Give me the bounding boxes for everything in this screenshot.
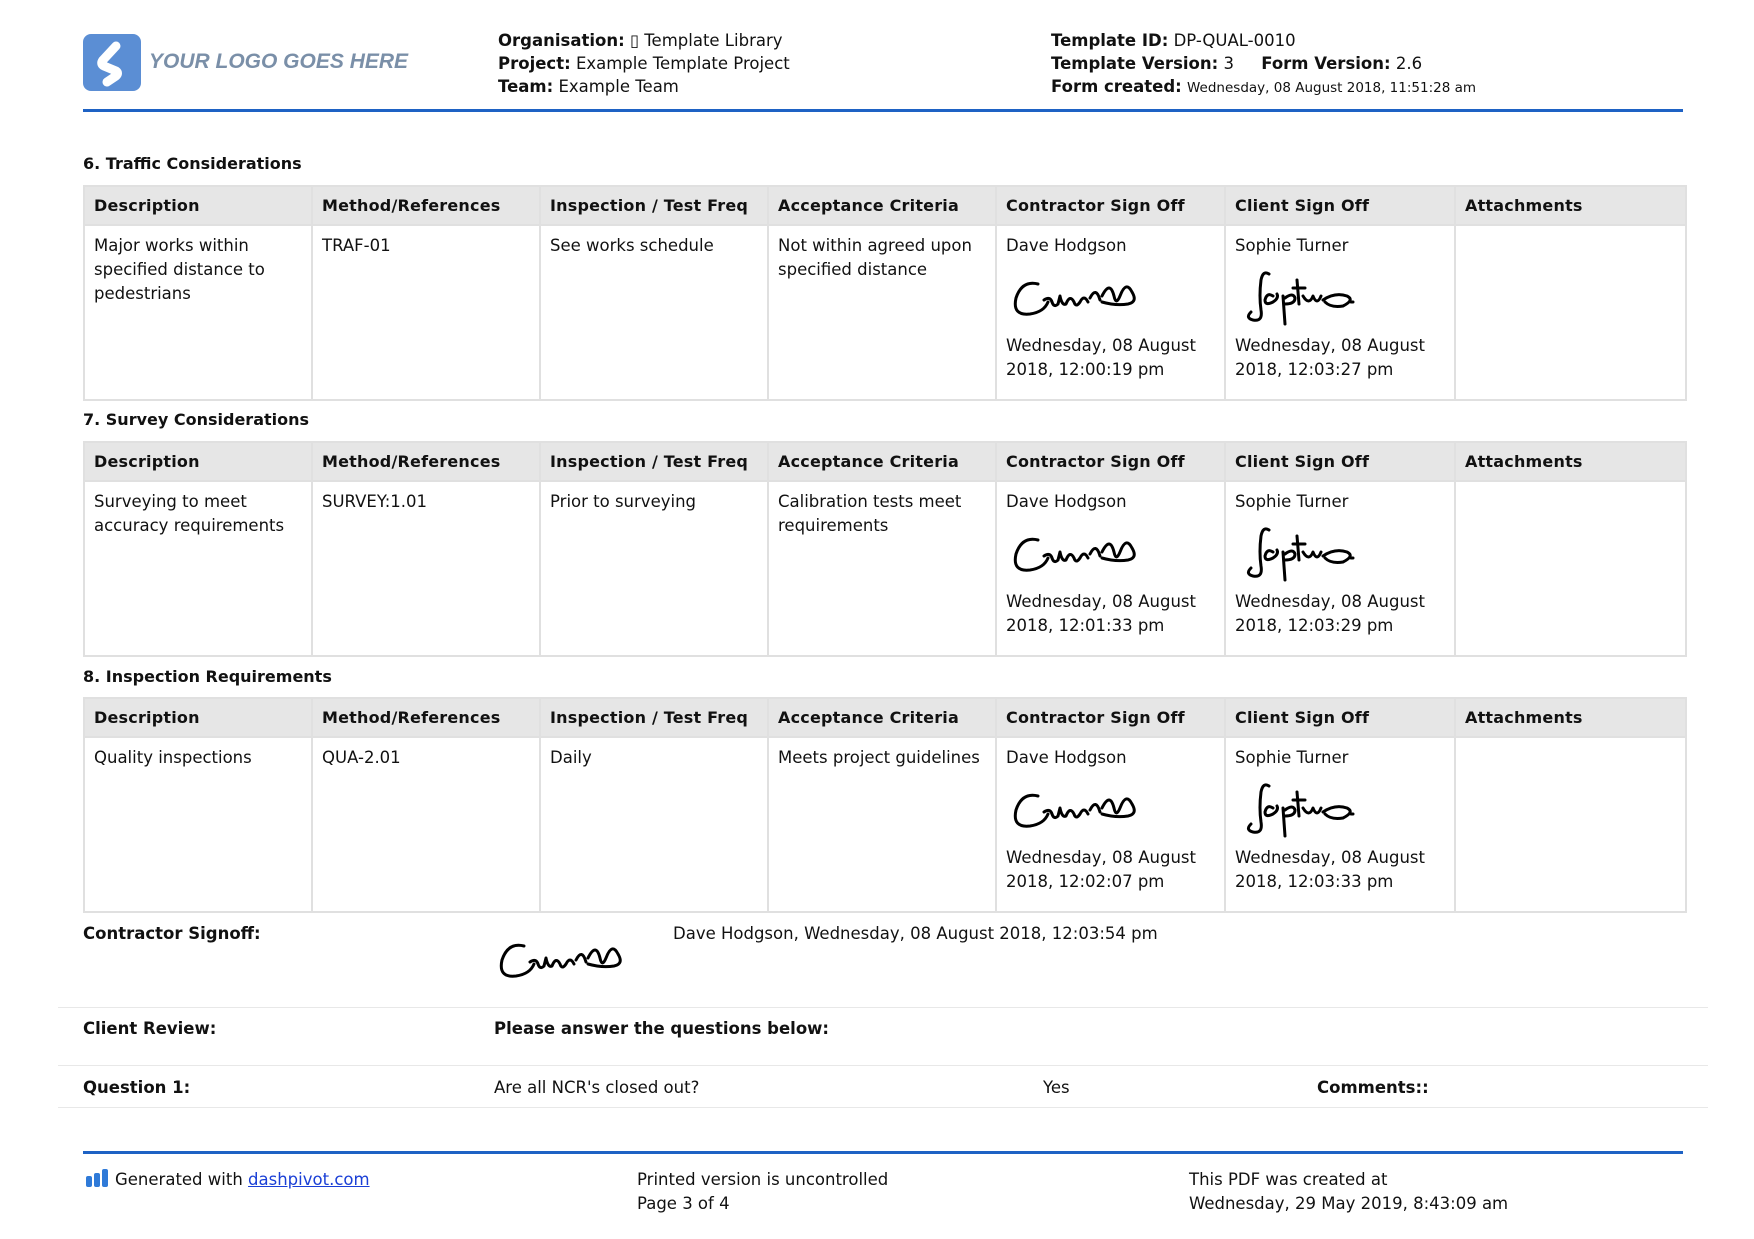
row-divider: [58, 1107, 1708, 1108]
contractor-signoff-value: Dave Hodgson, Wednesday, 08 August 2018, 12:03:54 pm: [673, 924, 1158, 943]
generated-prefix: Generated with: [115, 1170, 243, 1189]
client-signature: [1239, 522, 1379, 582]
template-version-value: 3: [1223, 54, 1234, 73]
footer-generated: [85, 1168, 370, 1195]
attachments-cell: [1455, 225, 1686, 400]
column-header: Acceptance Criteria: [768, 442, 996, 481]
contractor-signature: [1010, 522, 1150, 582]
form-created-label: Form created:: [1051, 77, 1182, 96]
contractor-signoff-signature: [496, 928, 636, 992]
template-version-label: Template Version:: [1051, 54, 1219, 73]
freq-cell: See works schedule: [540, 225, 768, 400]
inspection-table: [83, 697, 1687, 913]
column-header: Contractor Sign Off: [996, 442, 1225, 481]
column-header: Contractor Sign Off: [996, 186, 1225, 225]
contractor-signoff-date: Wednesday, 08 August 2018, 12:01:33 pm: [1006, 592, 1196, 635]
client-signoff-date: Wednesday, 08 August 2018, 12:03:33 pm: [1235, 848, 1425, 891]
attachments-cell: [1455, 737, 1686, 912]
table-row: [84, 225, 1686, 400]
section-title: 7. Survey Considerations: [83, 410, 310, 429]
criteria-cell: Not within agreed upon specified distance: [768, 225, 996, 400]
contractor-name: Dave Hodgson: [1006, 748, 1127, 767]
description-cell: Major works within specified distance to pedestrians: [84, 225, 312, 400]
logo-icon: [83, 34, 141, 91]
uncontrolled-note: Printed version is uncontrolled: [637, 1170, 889, 1189]
header-template-block: [1051, 29, 1476, 100]
method-cell: SURVEY:1.01: [312, 481, 540, 656]
form-version-value: 2.6: [1395, 54, 1423, 73]
column-header: Description: [84, 698, 312, 737]
question-1-text: Are all NCR's closed out?: [494, 1078, 700, 1097]
column-header: Attachments: [1455, 442, 1686, 481]
pdf-created-value: Wednesday, 29 May 2019, 8:43:09 am: [1189, 1194, 1509, 1213]
freq-cell: Daily: [540, 737, 768, 912]
column-header: Method/References: [312, 698, 540, 737]
question-1-answer: Yes: [1043, 1078, 1070, 1097]
criteria-cell: Meets project guidelines: [768, 737, 996, 912]
client-signoff-date: Wednesday, 08 August 2018, 12:03:29 pm: [1235, 592, 1425, 635]
description-cell: Quality inspections: [84, 737, 312, 912]
organisation-value: ▯ Template Library: [629, 31, 783, 50]
column-header: Client Sign Off: [1225, 186, 1455, 225]
attachments-cell: [1455, 481, 1686, 656]
contractor-signature: [1010, 778, 1150, 838]
dashpivot-icon: [85, 1168, 109, 1195]
project-label: Project:: [498, 54, 571, 73]
client-signoff-cell: [1225, 225, 1455, 400]
logo-text: YOUR LOGO GOES HERE: [149, 50, 409, 73]
client-name: Sophie Turner: [1235, 748, 1349, 767]
pdf-created-label: This PDF was created at: [1189, 1170, 1388, 1189]
method-cell: TRAF-01: [312, 225, 540, 400]
section-title: 8. Inspection Requirements: [83, 667, 332, 686]
form-created-value: Wednesday, 08 August 2018, 11:51:28 am: [1187, 80, 1477, 96]
client-review-prompt: Please answer the questions below:: [494, 1019, 830, 1038]
table-row: [84, 481, 1686, 656]
client-signature: [1239, 778, 1379, 838]
section-title: 6. Traffic Considerations: [83, 154, 302, 173]
contractor-signature: [1010, 266, 1150, 326]
method-cell: QUA-2.01: [312, 737, 540, 912]
contractor-signoff-date: Wednesday, 08 August 2018, 12:02:07 pm: [1006, 848, 1196, 891]
client-signoff-cell: [1225, 737, 1455, 912]
template-id-label: Template ID:: [1051, 31, 1169, 50]
column-header: Description: [84, 186, 312, 225]
contractor-signoff-cell: [996, 481, 1225, 656]
description-cell: Surveying to meet accuracy requirements: [84, 481, 312, 656]
client-signoff-cell: [1225, 481, 1455, 656]
client-signature: [1239, 266, 1379, 326]
column-header: Client Sign Off: [1225, 698, 1455, 737]
row-divider: [58, 1007, 1708, 1008]
page-number: Page 3 of 4: [637, 1194, 730, 1213]
column-header: Inspection / Test Freq: [540, 442, 768, 481]
column-header: Attachments: [1455, 698, 1686, 737]
contractor-name: Dave Hodgson: [1006, 492, 1127, 511]
column-header: Method/References: [312, 186, 540, 225]
freq-cell: Prior to surveying: [540, 481, 768, 656]
footer-right: [1189, 1168, 1508, 1216]
question-1-label: Question 1:: [83, 1078, 191, 1097]
row-divider: [58, 1065, 1708, 1066]
column-header: Inspection / Test Freq: [540, 698, 768, 737]
project-value: Example Template Project: [575, 54, 790, 73]
column-header: Contractor Sign Off: [996, 698, 1225, 737]
column-header: Description: [84, 442, 312, 481]
column-header: Inspection / Test Freq: [540, 186, 768, 225]
column-header: Acceptance Criteria: [768, 186, 996, 225]
dashpivot-link[interactable]: dashpivot.com: [248, 1170, 370, 1189]
footer-center: [637, 1168, 888, 1216]
contractor-signoff-cell: [996, 737, 1225, 912]
footer-divider: [83, 1151, 1683, 1154]
signature-dave-final: [496, 928, 636, 988]
inspection-table: [83, 185, 1687, 401]
team-label: Team:: [498, 77, 554, 96]
column-header: Method/References: [312, 442, 540, 481]
contractor-signoff-cell: [996, 225, 1225, 400]
client-name: Sophie Turner: [1235, 236, 1349, 255]
column-header: Attachments: [1455, 186, 1686, 225]
table-row: [84, 737, 1686, 912]
client-review-label: Client Review:: [83, 1019, 217, 1038]
organisation-label: Organisation:: [498, 31, 625, 50]
template-id-value: DP-QUAL-0010: [1173, 31, 1296, 50]
contractor-signoff-label: Contractor Signoff:: [83, 924, 261, 943]
team-value: Example Team: [558, 77, 679, 96]
contractor-signoff-date: Wednesday, 08 August 2018, 12:00:19 pm: [1006, 336, 1196, 379]
question-1-comments-label: Comments::: [1317, 1078, 1429, 1097]
criteria-cell: Calibration tests meet requirements: [768, 481, 996, 656]
client-name: Sophie Turner: [1235, 492, 1349, 511]
form-version-label: Form Version:: [1261, 54, 1391, 73]
inspection-table: [83, 441, 1687, 657]
header-divider: [83, 109, 1683, 112]
client-signoff-date: Wednesday, 08 August 2018, 12:03:27 pm: [1235, 336, 1425, 379]
contractor-name: Dave Hodgson: [1006, 236, 1127, 255]
column-header: Acceptance Criteria: [768, 698, 996, 737]
header-org-block: [498, 29, 790, 98]
column-header: Client Sign Off: [1225, 442, 1455, 481]
